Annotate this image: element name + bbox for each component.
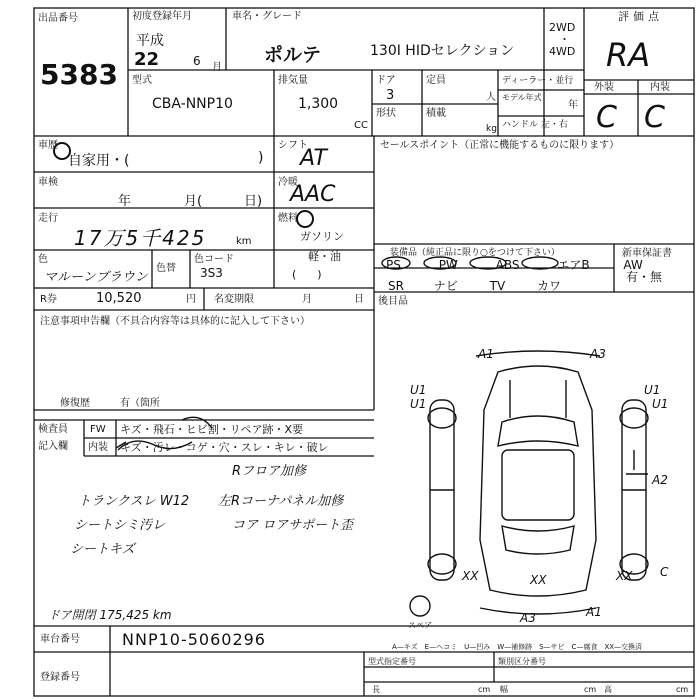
note-left-corner: 左Rコーナパネル加修	[218, 494, 344, 509]
mark-u1-front-right: U1	[644, 383, 661, 397]
height-label: 高	[604, 685, 612, 694]
shift-value: AT	[300, 146, 327, 171]
history-value: 自家用・(	[68, 153, 130, 169]
warranty-label: 新車保証書	[622, 248, 672, 259]
mark-a1-front: A1	[478, 347, 494, 361]
mileage-unit: km	[236, 236, 252, 247]
equip-abs: ABS	[495, 258, 520, 272]
car-name-label: 車名・グレード	[232, 11, 302, 22]
width-label: 幅	[500, 685, 508, 694]
equip-leather: カワ	[537, 279, 562, 293]
inspection-label: 車検	[38, 177, 58, 188]
fuel-label: 燃料	[278, 213, 298, 224]
registration-year: 22	[134, 49, 160, 70]
equip-sr: SR	[388, 279, 404, 293]
interior-check-label: 内装	[88, 442, 108, 453]
dealer-label: ディーラー・並行	[502, 76, 574, 86]
grade: 130I HIDセレクション	[370, 43, 515, 59]
notes-label: 注意事項申告欄（不具合内容等は具体的に記入して下さい）	[40, 316, 310, 327]
mileage-value: 17万5千425	[74, 226, 207, 250]
chassis-number: NNP10-5060296	[122, 630, 266, 649]
model-year-label: モデル年式	[502, 93, 542, 102]
repair-history-label: 修復歴	[60, 398, 90, 409]
equipment-row-2	[388, 277, 561, 294]
class-number-label: 類別区分番号	[498, 657, 546, 666]
fw-label: FW	[90, 424, 106, 435]
mark-xx-center: XX	[530, 573, 547, 587]
lot-label: 出品番号	[38, 13, 78, 24]
transfer-month: 月	[302, 294, 312, 305]
inspector-scribbles	[112, 414, 312, 458]
length-label: 長	[372, 685, 380, 694]
mark-a3-rear: A3	[520, 611, 536, 625]
width-unit: cm	[584, 685, 597, 694]
fuel-diesel: 軽・油	[308, 250, 341, 263]
mark-a3-front: A3	[590, 347, 606, 361]
color-value: マルーンブラウン	[44, 270, 148, 285]
mark-u1-front-left: U1	[410, 383, 427, 397]
equipment-label: 装備品（純正品に限り○をつけて下さい）	[390, 248, 560, 258]
equipment-circles	[380, 256, 580, 270]
kg-unit: kg	[486, 124, 497, 134]
note-core-support: コア ロアサポート歪	[232, 518, 354, 533]
yen-unit: 円	[186, 294, 196, 305]
note-door: ドア開閉 175,425 km	[48, 608, 172, 622]
mileage-label: 走行	[38, 213, 58, 224]
chassis-label: 車台番号	[40, 634, 80, 645]
repair-history-value: 有（箇所	[120, 398, 160, 409]
note-seat-stain: シートシミ汚レ	[74, 518, 166, 533]
exterior-grade: C	[596, 100, 617, 135]
fuel-other: ( )	[292, 268, 322, 281]
fuel-gasoline: ガソリン	[300, 230, 344, 243]
door-label: ドア	[376, 75, 396, 86]
color-code-label: 色コード	[194, 254, 234, 265]
registration-month: 6	[193, 54, 201, 68]
handle-label: ハンドル 左・右	[502, 120, 568, 130]
note-seat-scratch: シートキズ	[70, 542, 135, 557]
equip-pw: PW	[438, 258, 458, 272]
displacement-label: 排気量	[278, 75, 308, 86]
spare-label: スペア	[408, 621, 432, 630]
capacity-unit: 人	[486, 92, 496, 103]
aircon-value: AAC	[290, 182, 336, 207]
model-year-unit: 年	[568, 100, 578, 111]
sales-point-label: セールスポイント（正常に機能するものに限ります）	[380, 140, 620, 151]
drive-4wd: 4WD	[549, 45, 576, 58]
mark-u1-left: U1	[410, 397, 427, 411]
transfer-day: 日	[354, 294, 364, 305]
mark-xx-right: XX	[616, 569, 633, 583]
first-registration-label: 初度登録年月	[132, 11, 192, 22]
load-label: 積載	[426, 108, 446, 119]
lot-number: 5383	[40, 58, 118, 91]
inspector-label: 検査員	[38, 424, 68, 435]
equip-tv: TV	[489, 279, 506, 293]
warranty-value: 有・無	[626, 270, 663, 284]
interior-items: キズ・汚レ・コゲ・穴・スレ・キレ・破レ	[120, 441, 329, 454]
era: 平成	[136, 33, 164, 49]
shift-label: シフト	[278, 140, 308, 151]
exterior-label: 外装	[594, 82, 614, 93]
car-diagram	[380, 340, 694, 626]
car-name: ポルテ	[264, 44, 322, 66]
equip-navi: ナビ	[433, 279, 458, 293]
mark-a1-rear: A1	[586, 605, 602, 619]
color-change-label: 色替	[156, 263, 176, 274]
equip-airbag: エアB	[557, 258, 590, 272]
color-code: 3S3	[200, 266, 223, 280]
damage-legend: A—キズ E—ヘコミ U—凹み W—補修跡 S—サビ C—腐食 XX—交換済	[392, 643, 643, 651]
type-designation-label: 型式指定番号	[368, 657, 416, 666]
cc-unit: CC	[354, 120, 368, 131]
inspection-month: 月(	[184, 194, 203, 209]
equip-ps: PS	[386, 258, 401, 272]
shape-label: 形状	[376, 108, 396, 119]
recycle-label: R券	[40, 294, 57, 305]
interior-label: 内装	[650, 82, 670, 93]
rear-seat-label: 後目品	[378, 296, 408, 307]
aircon-label: 冷暖	[278, 177, 298, 188]
transfer-deadline-label: 名変期限	[214, 294, 254, 305]
drive-2wd: 2WD	[549, 21, 576, 34]
mark-c: C	[660, 565, 669, 579]
fuel-circle-mark	[292, 206, 318, 232]
entry-label: 記入欄	[38, 441, 68, 452]
mark-u1-right: U1	[652, 397, 669, 411]
note-trunk: トランクスレ W12	[78, 494, 190, 509]
inspection-day: 日)	[244, 194, 263, 209]
evaluation-label: 評価点	[618, 10, 663, 23]
model-code: CBA-NNP10	[152, 96, 233, 112]
fw-items: キズ・飛石・ヒビ割・リペア跡・X要	[120, 423, 304, 436]
model-label: 型式	[132, 75, 152, 86]
interior-grade: C	[644, 100, 665, 135]
mark-a2-right: A2	[652, 473, 668, 487]
length-unit: cm	[478, 685, 491, 694]
inspection-year: 年	[118, 194, 132, 209]
month-unit: 月	[212, 62, 222, 73]
color-label: 色	[38, 254, 48, 265]
history-label: 車歴	[38, 140, 58, 151]
history-circle-mark	[48, 138, 76, 164]
recycle-value: 10,520	[96, 291, 142, 306]
mark-xx-left: XX	[462, 569, 479, 583]
displacement: 1,300	[298, 96, 339, 112]
capacity-label: 定員	[426, 75, 446, 86]
equip-aw: AW	[623, 258, 643, 272]
evaluation-score: RA	[606, 36, 651, 74]
drive-separator: ・	[559, 33, 570, 46]
note-rear-floor: Rフロア加修	[232, 464, 307, 479]
history-close: )	[258, 150, 264, 166]
height-unit: cm	[676, 685, 689, 694]
plate-label: 登録番号	[40, 672, 80, 683]
doors: 3	[386, 88, 395, 103]
